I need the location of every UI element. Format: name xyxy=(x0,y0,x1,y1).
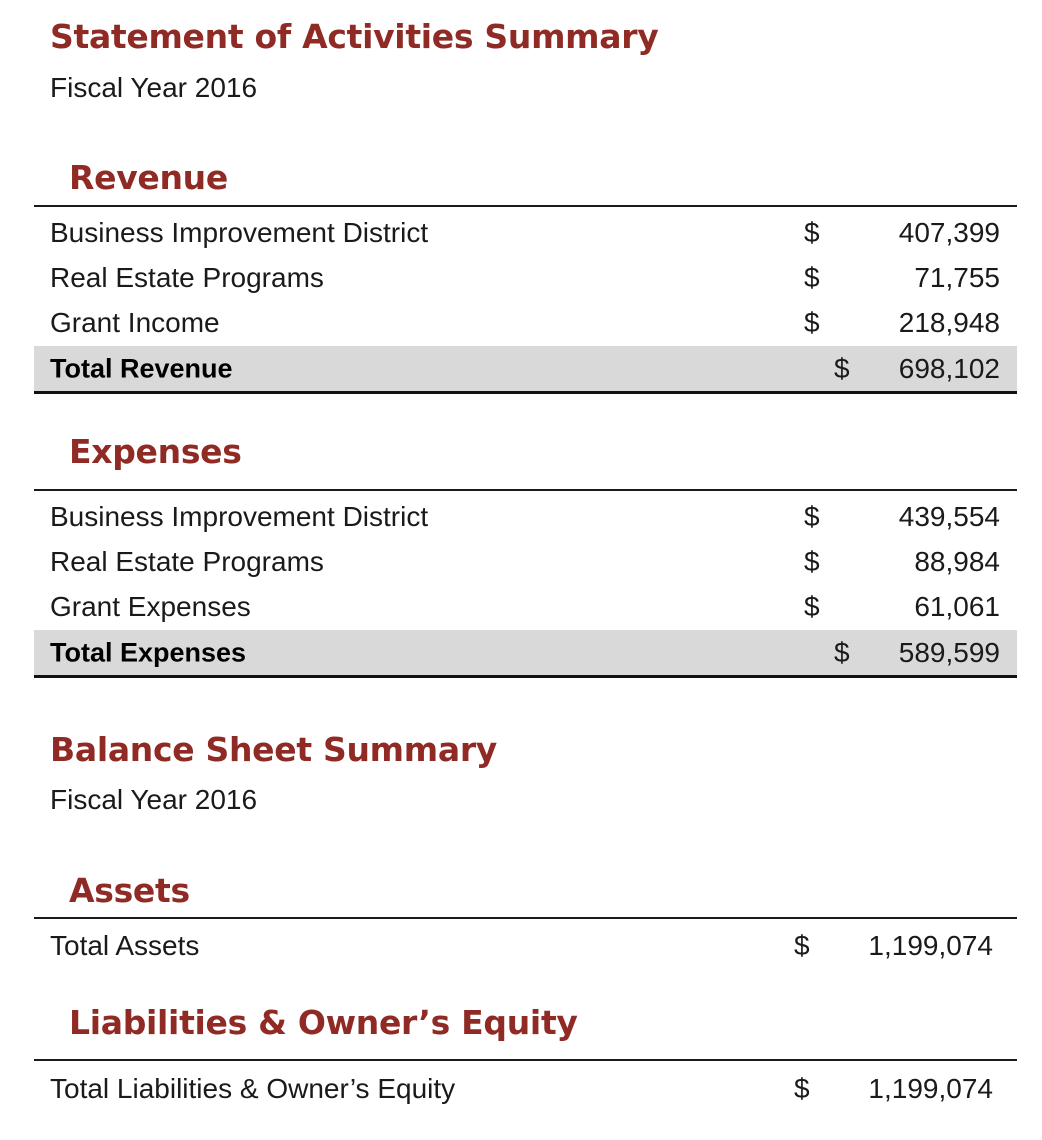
expenses-row-real-estate-programs xyxy=(34,539,1017,584)
row-label: Grant Expenses xyxy=(50,590,251,622)
row-amount: 439,554 xyxy=(898,500,1000,532)
row-label: Real Estate Programs xyxy=(50,261,324,293)
row-label: Real Estate Programs xyxy=(50,545,324,577)
row-currency: $ xyxy=(804,216,820,248)
balance-sheet-title: Balance Sheet Summary xyxy=(50,730,497,769)
revenue-row-business-improvement-district xyxy=(34,210,1017,255)
row-currency: $ xyxy=(794,1072,810,1104)
expenses-heading: Expenses xyxy=(69,432,242,471)
revenue-top-rule xyxy=(34,205,1017,207)
liabilities-top-rule xyxy=(34,1059,1017,1061)
assets-total-row xyxy=(34,923,1017,968)
row-amount: 88,984 xyxy=(914,545,1000,577)
revenue-row-real-estate-programs xyxy=(34,255,1017,300)
balance-sheet-fiscal-year: Fiscal Year 2016 xyxy=(50,784,258,815)
row-currency: $ xyxy=(804,545,820,577)
statement-fiscal-year: Fiscal Year 2016 xyxy=(50,72,258,103)
expenses-bottom-rule xyxy=(34,675,1017,678)
expenses-row-grant-expenses xyxy=(34,584,1017,629)
total-amount: 589,599 xyxy=(898,636,1000,668)
row-amount: 61,061 xyxy=(914,590,1000,622)
row-amount: 407,399 xyxy=(898,216,1000,248)
expenses-row-business-improvement-district xyxy=(34,494,1017,539)
row-label: Grant Income xyxy=(50,306,220,338)
revenue-heading: Revenue xyxy=(69,158,228,197)
assets-top-rule xyxy=(34,917,1017,919)
total-amount: 698,102 xyxy=(898,352,1000,384)
row-label: Business Improvement District xyxy=(50,216,429,248)
row-currency: $ xyxy=(804,590,820,622)
row-amount: 71,755 xyxy=(914,261,1000,293)
expenses-top-rule xyxy=(34,489,1017,491)
total-label: Total Revenue xyxy=(50,353,233,383)
row-amount: 1,199,074 xyxy=(868,929,993,961)
total-label: Total Expenses xyxy=(50,637,247,667)
revenue-row-grant-income xyxy=(34,300,1017,345)
row-label: Business Improvement District xyxy=(50,500,429,532)
row-amount: 218,948 xyxy=(898,306,1000,338)
total-currency: $ xyxy=(834,352,850,384)
expenses-total-row xyxy=(34,630,1017,675)
row-amount: 1,199,074 xyxy=(868,1072,993,1104)
assets-heading: Assets xyxy=(69,871,190,910)
revenue-total-row xyxy=(34,346,1017,391)
row-label: Total Assets xyxy=(50,929,200,961)
row-currency: $ xyxy=(804,306,820,338)
liabilities-total-row xyxy=(34,1066,1017,1111)
statement-title: Statement of Activities Summary xyxy=(50,17,659,56)
total-currency: $ xyxy=(834,636,850,668)
revenue-bottom-rule xyxy=(34,391,1017,394)
row-currency: $ xyxy=(804,500,820,532)
liabilities-heading: Liabilities & Owner’s Equity xyxy=(69,1003,578,1042)
row-currency: $ xyxy=(804,261,820,293)
row-currency: $ xyxy=(794,929,810,961)
row-label: Total Liabilities & Owner’s Equity xyxy=(50,1072,456,1104)
